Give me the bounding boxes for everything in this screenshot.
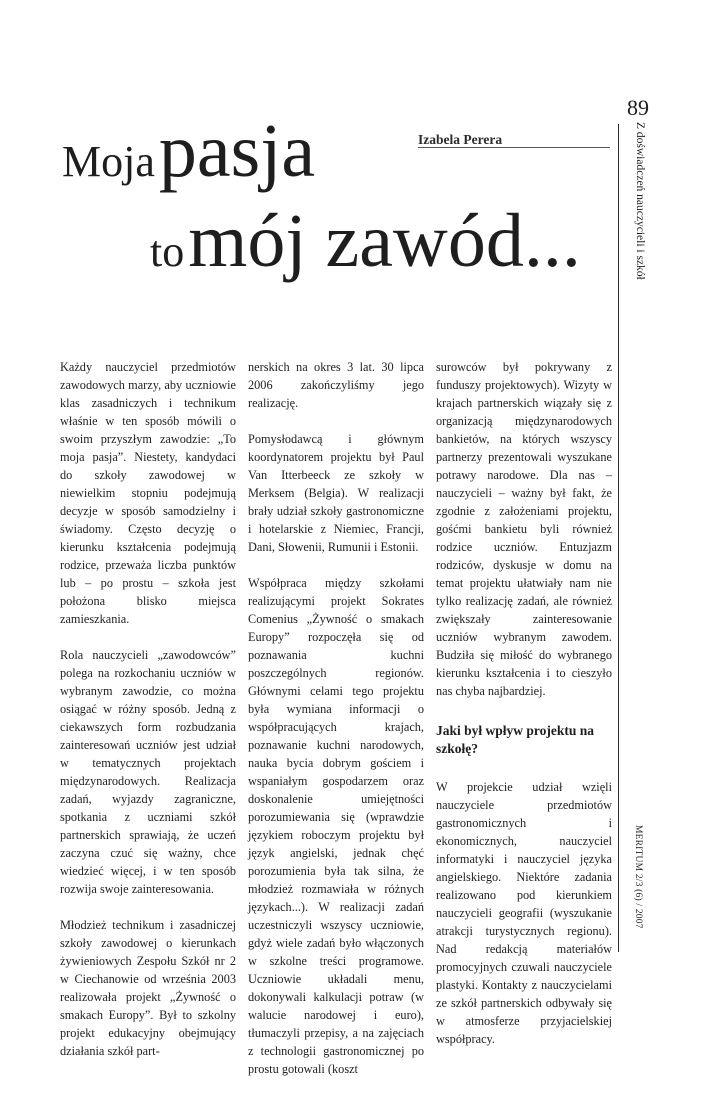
title-word-moja: Moja	[62, 137, 155, 186]
page-number: 89	[627, 95, 649, 120]
section-subheading: Jaki był wpływ projektu na szkołę?	[436, 723, 595, 756]
paragraph: Młodzież technikum i zasadniczej szkoły zawodowej o kierunkach żywieniowych Zespołu Szkół nr 2 w Ciechanowie od września 2003 realizowała projekt „Żywność o smakach Europy”. Był to szkolny projekt edukacyjny obejmujący działania szkół part-	[60, 918, 236, 1058]
article-title-line-1	[62, 108, 316, 193]
text-column-1	[60, 358, 236, 1078]
paragraph: nerskich na okres 3 lat. 30 lipca 2006 zakończyliśmy jego realizację.	[248, 360, 424, 410]
paragraph: Pomysłodawcą i głównym koordynatorem projektu był Paul Van Itterbeeck ze szkoły w Merksem (Belgia). W realizacji brały udział szkoły gastronomiczne i hotelarskie z Niemiec, Francji, Dani, Słowenii, Rumunii i Estonii.	[248, 432, 424, 554]
paragraph: Każdy nauczyciel przedmiotów zawodowych marzy, aby uczniowie klas zasadniczych i technikum właśnie w ten sposób mówili o swoim przyszłym zawodzie: „To moja pasja”. Niestety, kandydaci do szkoły zawodowej w niewielkim stopniu podejmują decyzje w sposób samodzielny i świadomy. Często decyzję o kierunku kształcenia podejmują rodzice, przeważa liczba punktów lub – po prostu – szkoła jest położona blisko miejsca zamieszkania.	[60, 360, 236, 626]
issue-label: MERITUM 2/3 (6) / 2007	[633, 825, 643, 929]
article-title-line-2	[150, 198, 581, 288]
paragraph: surowców był pokrywany z funduszy projektowych). Wizyty w krajach partnerskich wiązały się z organizacją międzynarodowych bankietów, na których wszyscy partnerzy prezentowali wyszukane potrawy narodowe. Dla nas – nauczycieli – ważny był fakt, że zgodnie z założeniami projektu, gośćmi bankietu byli również rodzice uczniów. Entuzjazm rodziców, dyskusje w domu na temat projektu ułatwiały nam nie tylko realizację zadań, ale również zwiększały zainteresowanie uczniów wybranym zawodem. Budziła się miłość do wybranego kierunku kształcenia i to cieszyło nas chyba najbardziej.	[436, 360, 612, 698]
paragraph: W projekcie udział wzięli nauczyciele przedmiotów gastronomicznych i ekonomicznych, nauczyciel informatyki i nauczyciel języka angielskiego. Niektóre zadania realizowano pod kierunkiem nauczycieli geografii (wyszukanie atrakcji turystycznych regionu). Nad redakcją materiałów promocyjnych czuwali nauczyciele plastyki. Kontakty z nauczycielami ze szkół partnerskich odbywały się w atmosferze przyjacielskiej współpracy.	[436, 780, 612, 1046]
author-rule	[418, 147, 610, 148]
paragraph: Współpraca między szkołami realizującymi projekt Sokrates Comenius „Żywność o smakach Europy” rozpoczęła się od poznawania kuchni poszczególnych regionów. Głównymi celami tego projektu była wymiana informacji o współpracujących krajach, poznawanie kuchni narodowych, nauka bycia dobrym gościem i wspaniałym gospodarzem oraz doskonalenie umiejętności porozumiewania się (wprawdzie językiem roboczym projektu był język angielski, jednak chęć porozumienia była tak silna, że młodzież rozmawiała w różnych językach...). W realizacji zadań uczestniczyli wszyscy uczniowie, gdyż wiele zadań było włączonych w szkolne treści programowe. Uczniowie układali menu, dokonywali kalkulacji potraw (w walucie narodowej i euro), tłumaczyli przepisy, a na zajęciach z technologii gastronomicznej po prostu gotowali (koszt	[248, 576, 424, 1076]
title-word-pasja: pasja	[158, 109, 316, 193]
title-word-moj-zawod: mój zawód...	[188, 199, 581, 283]
title-word-to: to	[150, 227, 185, 276]
author-name: Izabela Perera	[418, 132, 503, 147]
margin-vertical-rule	[618, 124, 619, 952]
text-column-2	[248, 358, 424, 1096]
paragraph: Rola nauczycieli „zawodowców” polega na rozkochaniu uczniów w wybranym zawodzie, co można osiągać w różny sposób. Jedną z ciekawszych form rozbudzania zainteresowań uczniów jest udział w tematycznych projektach międzynarodowych. Realizacja zadań, wyjazdy zagraniczne, spotkania z uczniami szkół partnerskich sprawiają, że uczeń zaczyna czuć się ważny, chce wiedzieć więcej, i w ten sposób rozwija swoje zainteresowania.	[60, 648, 236, 896]
text-column-3	[436, 358, 612, 1066]
journal-section-label: Z doświadczeń nauczycieli i szkół	[634, 122, 646, 280]
